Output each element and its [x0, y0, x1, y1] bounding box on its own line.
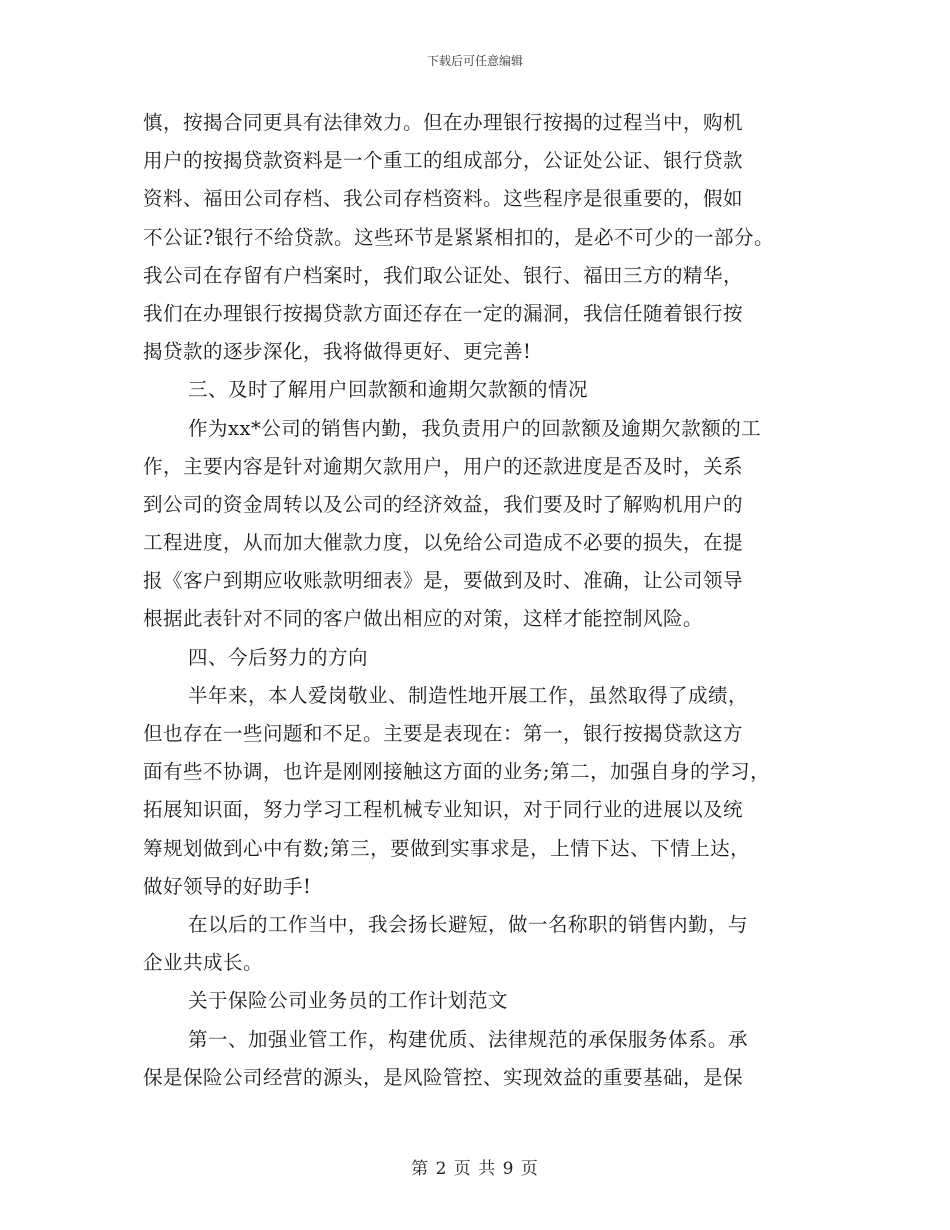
- text-line: 报《客户到期应收账款明细表》是，要做到及时、准确，让公司领导: [143, 569, 744, 593]
- page-header: 下载后可任意编辑: [426, 54, 523, 68]
- text-line: 工程进度，从而加大催款力度，以免给公司造成不必要的损失，在提: [143, 531, 744, 555]
- text-line: 揭贷款的逐步深化，我将做得更好、更完善!: [143, 340, 532, 364]
- text-line: 面有些不协调，也许是刚刚接触这方面的业务;第二，加强自身的学习，: [143, 760, 771, 784]
- text-line: 资料、福田公司存档、我公司存档资料。这些程序是很重要的，假如: [143, 187, 744, 211]
- document-body: [143, 104, 823, 1097]
- text-line: 保是保险公司经营的源头，是风险管控、实现效益的重要基础，是保: [143, 1065, 744, 1089]
- text-line: 我们在办理银行按揭贷款方面还存在一定的漏洞，我信任随着银行按: [143, 301, 744, 325]
- text-line: 第一、加强业管工作，构建优质、法律规范的承保服务体系。承: [188, 1027, 749, 1051]
- text-line: 在以后的工作当中，我会扬长避短，做一名称职的销售内勤，与: [188, 912, 749, 936]
- text-line: 根据此表针对不同的客户做出相应的对策，这样才能控制风险。: [143, 607, 704, 631]
- text-line: 不公证?银行不给贷款。这些环节是紧紧相扣的，是必不可少的一部分。: [143, 225, 774, 249]
- text-line: 企业共成长。: [143, 951, 264, 975]
- text-line: 到公司的资金周转以及公司的经济效益，我们要及时了解购机用户的: [143, 492, 744, 516]
- text-line: 做好领导的好助手!: [143, 874, 312, 898]
- text-line: 作，主要内容是针对逾期欠款用户，用户的还款进度是否及时，关系: [143, 454, 744, 478]
- text-line: 三、及时了解用户回款额和逾期欠款额的情况: [188, 378, 589, 402]
- text-line: 半年来，本人爱岗敬业、制造性地开展工作，虽然取得了成绩，: [188, 683, 749, 707]
- text-line: 但也存在一些问题和不足。主要是表现在：第一，银行按揭贷款这方: [143, 722, 744, 745]
- text-line: 关于保险公司业务员的工作计划范文: [188, 989, 509, 1013]
- page-footer: 第 2 页 共 9 页: [411, 1159, 539, 1179]
- text-line: 筹规划做到心中有数;第三，要做到实事求是，上情下达、下情上达，: [143, 836, 751, 860]
- text-line: 作为xx*公司的销售内勤，我负责用户的回款额及逾期欠款额的工: [188, 416, 762, 440]
- text-line: 四、今后努力的方向: [188, 645, 369, 669]
- text-line: 拓展知识面，努力学习工程机械专业知识，对于同行业的进展以及统: [143, 798, 744, 822]
- text-line: 用户的按揭贷款资料是一个重工的组成部分，公证处公证、银行贷款: [143, 149, 744, 173]
- text-line: 我公司在存留有户档案时，我们取公证处、银行、福田三方的精华，: [143, 263, 744, 287]
- text-line: 慎，按揭合同更具有法律效力。但在办理银行按揭的过程当中，购机: [143, 111, 744, 134]
